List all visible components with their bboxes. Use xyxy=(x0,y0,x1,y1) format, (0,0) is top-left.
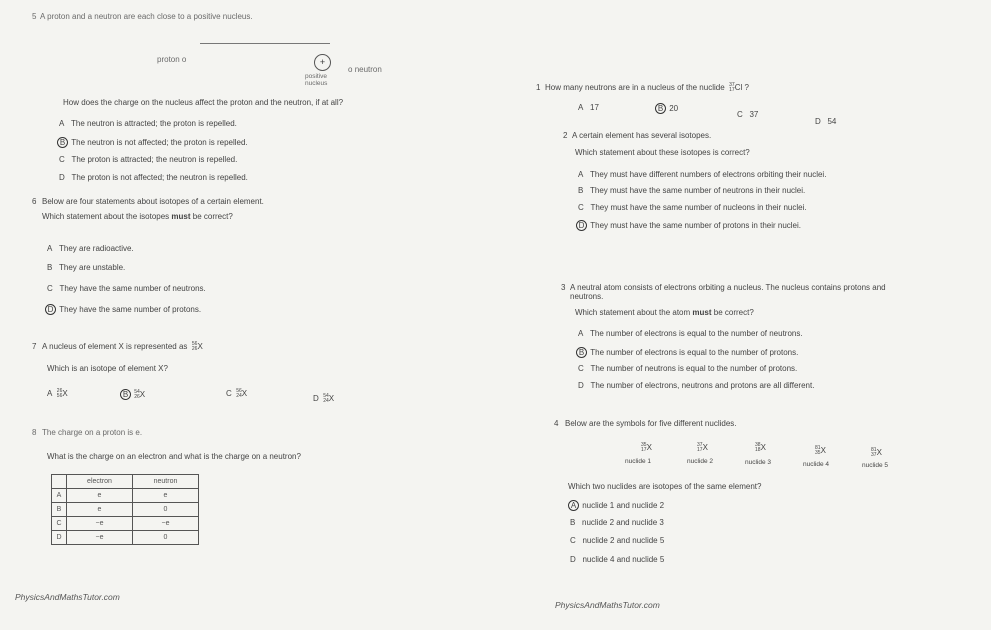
q5-number: 5 xyxy=(32,12,37,21)
r1-option-c[interactable]: C 37 xyxy=(737,110,759,119)
r1-selected-circle: B xyxy=(655,103,666,114)
table-cell: −e xyxy=(67,531,133,545)
r2-option-b[interactable]: B They must have the same number of neutrons in their nuclei. xyxy=(578,186,806,195)
r2-option-c[interactable]: C They must have the same number of nucleons in their nuclei. xyxy=(578,203,807,212)
nuclide-2-label: nuclide 2 xyxy=(687,458,714,465)
q7-selected-circle: B xyxy=(120,389,131,400)
table-cell: 0 xyxy=(133,531,199,545)
nuclide-1-symbol: 35 17X xyxy=(641,442,652,453)
r2-selected-circle: D xyxy=(576,220,587,231)
r3-selected-circle: B xyxy=(576,347,587,358)
table-header-row xyxy=(52,475,199,489)
q7-question: Which is an isotope of element X? xyxy=(47,364,168,373)
nucleus-label-2: nucleus xyxy=(305,80,328,87)
r1-option-d[interactable]: D 54 xyxy=(815,117,837,126)
table-cell: B xyxy=(52,503,67,517)
q6-number: 6 xyxy=(32,197,37,206)
r2-number: 2 xyxy=(563,131,568,140)
r4-number: 4 xyxy=(554,419,559,428)
q6-option-c[interactable]: C They have the same number of neutrons. xyxy=(47,284,206,293)
table-cell: −e xyxy=(133,517,199,531)
r3-stem-2: neutrons. xyxy=(570,292,604,301)
table-cell: e xyxy=(67,489,133,503)
table-row[interactable] xyxy=(52,531,199,545)
q7-number: 7 xyxy=(32,342,37,351)
q6-option-b[interactable]: B They are unstable. xyxy=(47,263,126,272)
footer-left: PhysicsAndMathsTutor.com xyxy=(15,592,120,602)
q8-number: 8 xyxy=(32,428,37,437)
proton-dot-icon: o xyxy=(181,55,187,64)
table-row[interactable] xyxy=(52,517,199,531)
q8-stem: The charge on a proton is e. xyxy=(42,428,143,437)
r2-option-a[interactable]: A They must have different numbers of electrons orbiting their nuclei. xyxy=(578,170,827,179)
q7-option-d[interactable]: D 54 24X xyxy=(313,393,335,404)
nuclide-2-symbol: 37 17X xyxy=(697,442,708,453)
r4-option-a[interactable]: A nuclide 1 and nuclide 2 xyxy=(570,500,664,511)
r2-stem: A certain element has several isotopes. xyxy=(572,131,712,140)
r3-number: 3 xyxy=(561,283,566,292)
table-cell: −e xyxy=(67,517,133,531)
table-row[interactable] xyxy=(52,489,199,503)
q7-option-a[interactable]: A 26 56X xyxy=(47,388,68,399)
r4-option-d[interactable]: D nuclide 4 and nuclide 5 xyxy=(570,555,665,564)
table-cell: C xyxy=(52,517,67,531)
r1-number: 1 xyxy=(536,83,541,92)
q5-question: How does the charge on the nucleus affect the proton and the neutron, if at all? xyxy=(63,98,344,107)
r1-question: How many neutrons are in a nucleus of the nuclide 37 17Cl ? xyxy=(545,82,749,93)
nucleus-label-1: positive xyxy=(305,73,328,80)
q6-selected-circle: D xyxy=(45,304,56,315)
r2-question: Which statement about these isotopes is correct? xyxy=(575,148,750,157)
nuclide-3-label: nuclide 3 xyxy=(745,459,772,466)
r4-stem: Below are the symbols for five different nuclides. xyxy=(565,419,737,428)
footer-right: PhysicsAndMathsTutor.com xyxy=(555,600,660,610)
nuclide-5-label: nuclide 5 xyxy=(862,462,889,469)
r3-option-a[interactable]: A The number of electrons is equal to the number of neutrons. xyxy=(578,329,803,338)
r3-option-d[interactable]: D The number of electrons, neutrons and protons are all different. xyxy=(578,381,815,390)
q6-option-a[interactable]: A They are radioactive. xyxy=(47,244,134,253)
q6-option-d[interactable]: D They have the same number of protons. xyxy=(47,304,201,315)
r1-option-b[interactable]: B 20 xyxy=(657,103,678,114)
r4-question: Which two nuclides are isotopes of the same element? xyxy=(568,482,762,491)
proton-label: proton o xyxy=(157,55,187,64)
r1-option-a[interactable]: A 17 xyxy=(578,103,599,112)
r4-option-c[interactable]: C nuclide 2 and nuclide 5 xyxy=(570,536,665,545)
neutron-dot-icon: o xyxy=(348,65,353,74)
q5-option-b[interactable]: B The neutron is not affected; the proton is repelled. xyxy=(59,137,248,148)
q5-stem: A proton and a neutron are each close to a positive nucleus. xyxy=(40,12,253,21)
table-header-cell xyxy=(52,475,67,489)
r3-option-b[interactable]: B The number of electrons is equal to the number of protons. xyxy=(578,347,798,358)
nuclide-4-symbol: 81 35X xyxy=(815,445,826,456)
table-cell: e xyxy=(67,503,133,517)
neutron-label: o neutron xyxy=(348,65,382,74)
q5-option-a[interactable]: A The neutron is attracted; the proton is repelled. xyxy=(59,119,237,128)
table-cell: A xyxy=(52,489,67,503)
table-cell: e xyxy=(133,489,199,503)
q7-option-c[interactable]: C 56 24X xyxy=(226,388,248,399)
q5-option-c[interactable]: C The proton is attracted; the neutron is repelled. xyxy=(59,155,238,164)
q8-question: What is the charge on an electron and what is the charge on a neutron? xyxy=(47,452,301,461)
table-row[interactable] xyxy=(52,503,199,517)
q7-stem: A nucleus of element X is represented as 56 26X xyxy=(42,341,203,352)
q5-selected-circle: B xyxy=(57,137,68,148)
nuclide-3-symbol: 38 18X xyxy=(755,442,766,453)
r3-question: Which statement about the atom must be correct? xyxy=(575,308,754,317)
q6-question: Which statement about the isotopes must be correct? xyxy=(42,212,233,221)
nucleus-arrow-line xyxy=(200,43,330,44)
table-cell: D xyxy=(52,531,67,545)
table-header-cell: neutron xyxy=(133,475,199,489)
r3-option-c[interactable]: C The number of neutrons is equal to the number of protons. xyxy=(578,364,798,373)
q6-stem: Below are four statements about isotopes of a certain element. xyxy=(42,197,264,206)
r2-option-d[interactable]: D They must have the same number of protons in their nuclei. xyxy=(578,220,801,231)
r4-option-b[interactable]: B nuclide 2 and nuclide 3 xyxy=(570,518,664,527)
nuclide-5-symbol: 81 37X xyxy=(871,447,882,458)
positive-nucleus-icon: + xyxy=(314,54,331,71)
q8-answer-table xyxy=(51,474,199,545)
nuclide-4-label: nuclide 4 xyxy=(803,461,830,468)
r3-stem-1: A neutral atom consists of electrons orbiting a nucleus. The nucleus contains protons and xyxy=(570,283,886,292)
table-header-cell: electron xyxy=(67,475,133,489)
table-cell: 0 xyxy=(133,503,199,517)
q5-option-d[interactable]: D The proton is not affected; the neutron is repelled. xyxy=(59,173,248,182)
q7-option-b[interactable]: B 54 26X xyxy=(122,389,145,400)
nuclide-1-label: nuclide 1 xyxy=(625,458,652,465)
r4-selected-circle: A xyxy=(568,500,579,511)
